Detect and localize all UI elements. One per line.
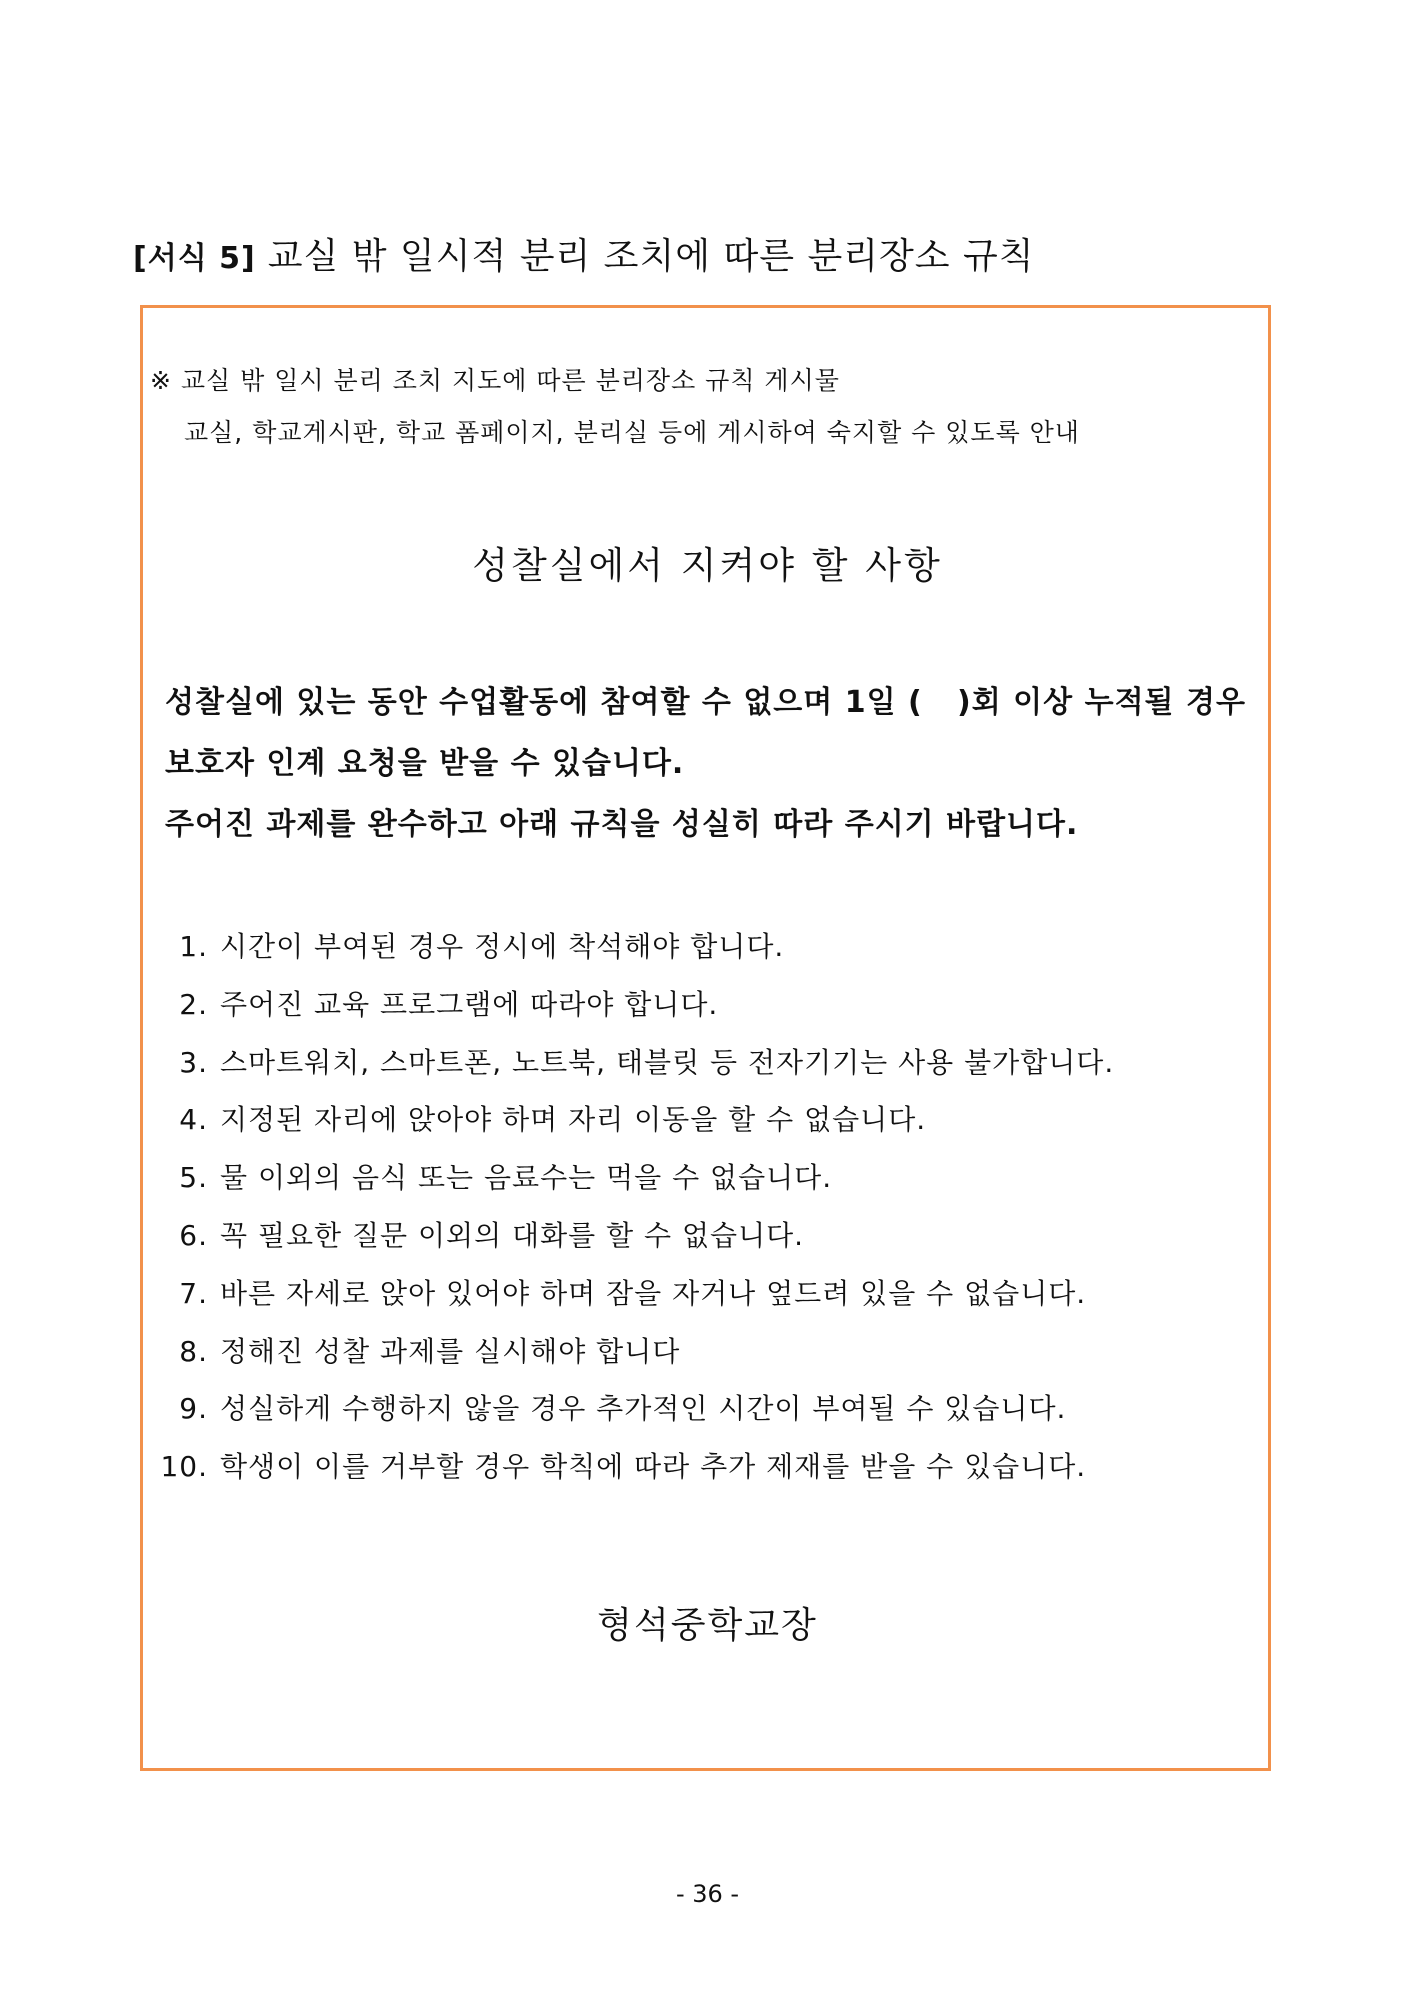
form-title: 교실 밖 일시적 분리 조치에 따른 분리장소 규칙 [267,236,1035,277]
rule-item [150,918,1114,976]
rule-item [150,1091,1114,1149]
rule-number: 7. [179,1276,208,1310]
intro-line-1: ※ 교실 밖 일시 분리 조치 지도에 따른 분리장소 규칙 게시물 [150,366,840,395]
rule-number: 1. [179,930,208,963]
rule-item [150,1380,1114,1438]
rule-text: 학생이 이를 거부할 경우 학칙에 따라 추가 제재를 받을 수 있습니다. [220,1450,1087,1484]
rule-number: 3. [179,1045,208,1079]
rule-number: 6. [179,1218,208,1252]
rule-number: 10. [160,1450,208,1484]
rule-number: 5. [179,1161,208,1195]
page-number: - 36 - [675,1880,740,1908]
principal-signature: 형석중학교장 [597,1605,818,1646]
rule-number: 2. [179,987,208,1021]
rule-text: 성실하게 수행하지 않을 경우 추가적인 시간이 부여될 수 있습니다. [220,1392,1067,1426]
rules-list [150,918,1114,1496]
rules-title: 성찰실에서 지켜야 할 사항 [472,544,943,587]
rule-text: 꼭 필요한 질문 이외의 대화를 할 수 없습니다. [220,1218,805,1252]
intro-line-2: 교실, 학교게시판, 학교 폼페이지, 분리실 등에 게시하여 숙지할 수 있도록 안내 [184,418,1080,447]
rule-text: 바른 자세로 앉아 있어야 하며 잠을 자거나 엎드려 있을 수 없습니다. [220,1276,1087,1310]
lead-line-3: 주어진 과제를 완수하고 아래 규칙을 성실히 따라 주시기 바랍니다. [165,807,1079,842]
lead-line-1: 성찰실에 있는 동안 수업활동에 참여할 수 없으며 1일 ( )회 이상 누적될 경우 [165,685,1246,720]
rule-text: 주어진 교육 프로그램에 따라야 합니다. [220,987,719,1021]
rule-number: 9. [179,1392,208,1426]
rule-item [150,1034,1114,1092]
rule-text: 시간이 부여된 경우 정시에 착석해야 합니다. [220,930,785,963]
rule-number: 4. [179,1103,208,1137]
rule-text: 정해진 성찰 과제를 실시해야 합니다 [220,1334,681,1368]
rule-text: 스마트워치, 스마트폰, 노트북, 태블릿 등 전자기기는 사용 불가합니다. [220,1045,1115,1079]
rule-item [150,1438,1114,1496]
page-heading [133,228,1035,279]
rule-item [150,1207,1114,1265]
rule-text: 지정된 자리에 앉아야 하며 자리 이동을 할 수 없습니다. [220,1103,927,1137]
rule-item [150,1265,1114,1323]
form-number: [서식 5] [133,241,256,276]
intro-note [150,355,1080,459]
rule-item [150,1149,1114,1207]
rule-item [150,1323,1114,1381]
lead-line-2: 보호자 인계 요청을 받을 수 있습니다. [165,746,685,781]
rule-item [150,976,1114,1034]
rule-text: 물 이외의 음식 또는 음료수는 먹을 수 없습니다. [220,1161,833,1195]
rule-number: 8. [179,1334,208,1368]
lead-paragraph [165,672,1246,855]
